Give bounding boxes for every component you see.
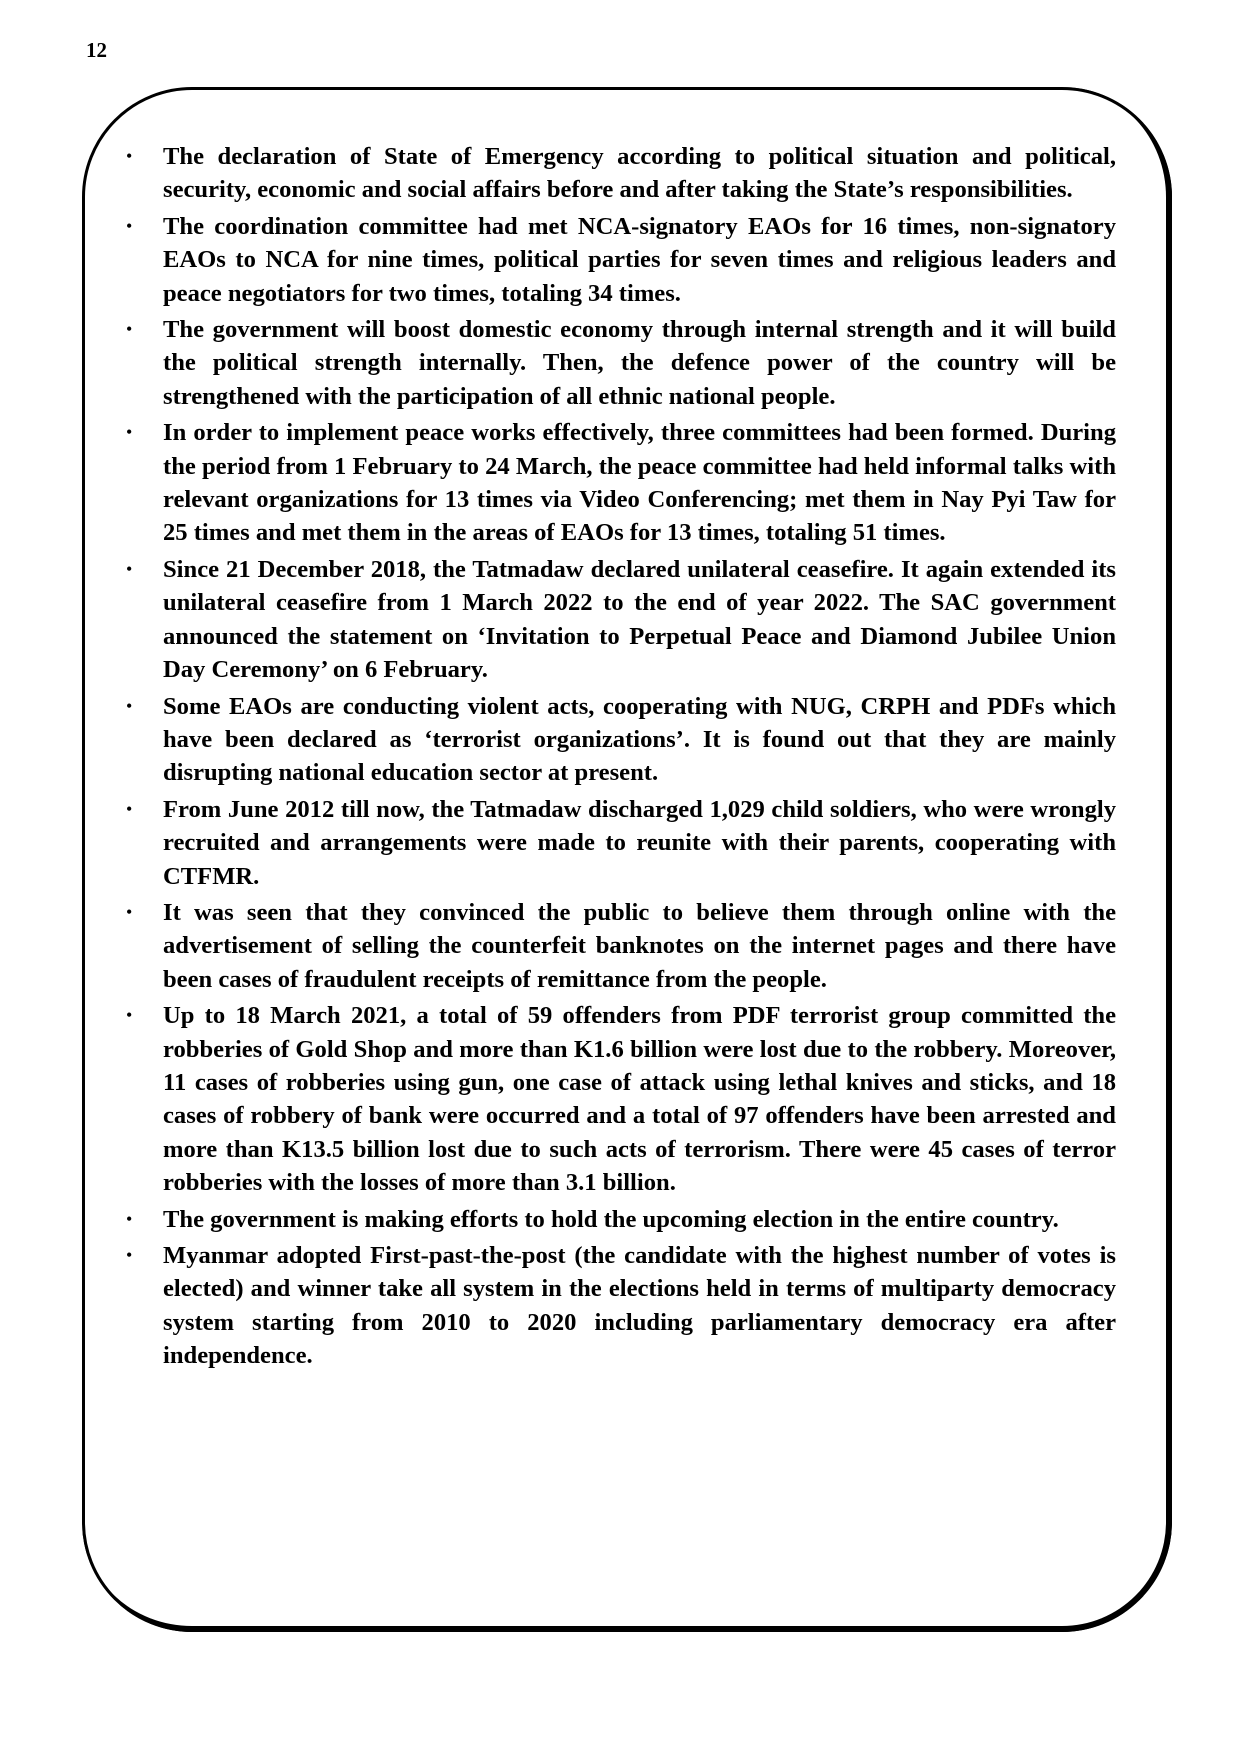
bullet-icon: •	[126, 695, 133, 716]
bullet-item	[120, 210, 1116, 310]
bullet-item	[120, 999, 1116, 1199]
bullet-text: The government will boost domestic economy through internal strength and it will build the political strength internally. Then, the defence power of the country will be strengthened with the participation of all ethnic national people.	[163, 316, 1116, 410]
bullet-text: It was seen that they convinced the public to believe them through online with the advertisement of selling the counterfeit banknotes on the internet pages and there have been cases of fraudulent receipts of remittance from the people.	[163, 898, 1116, 993]
bullet-icon: •	[126, 146, 133, 166]
bullet-icon: •	[126, 798, 133, 819]
bullet-item	[120, 553, 1116, 687]
bullet-text: From June 2012 till now, the Tatmadaw discharged 1,029 child soldiers, who were wrongly recruited and arrangements were made to reunite with their parents, cooperating with CTFMR.	[163, 795, 1116, 890]
bullet-item	[120, 896, 1116, 996]
bullet-icon: •	[126, 1245, 133, 1265]
bullet-list	[120, 140, 1116, 1376]
bullet-text: The government is making efforts to hold the upcoming election in the entire country.	[163, 1205, 1059, 1233]
bullet-item	[120, 140, 1116, 207]
bullet-item	[120, 690, 1116, 790]
bullet-icon: •	[126, 422, 133, 443]
bullet-icon: •	[126, 319, 133, 340]
bullet-item	[120, 1239, 1116, 1373]
bullet-icon: •	[126, 901, 133, 922]
bullet-item	[120, 416, 1116, 550]
bullet-text: Up to 18 March 2021, a total of 59 offenders from PDF terrorist group committed the robberies of Gold Shop and more than K1.6 billion were lost due to the robbery. Moreover, 11 cases of robberies using gun, one case of attack using lethal knives and sticks, and 18 cases of robbery of bank were occurred and a total of 97 offenders have been arrested and more than K13.5 billion lost due to such acts of terrorism. There were 45 cases of terror robberies with the losses of more than 3.1 billion.	[163, 1002, 1116, 1197]
bullet-text: Since 21 December 2018, the Tatmadaw declared unilateral ceasefire. It again extended its unilateral ceasefire from 1 March 2022 to the end of year 2022. The SAC government announced the statement on ‘Invitation to Perpetual Peace and Diamond Jubilee Union Day Ceremony’ on 6 February.	[163, 555, 1116, 684]
bullet-icon: •	[126, 215, 133, 236]
bullet-text: In order to implement peace works effectively, three committees had been formed. During the period from 1 February to 24 March, the peace committee had held informal talks with relevant organizations for 13 times via Video Conferencing; met them in Nay Pyi Taw for 25 times and met them in the areas of EAOs for 13 times, totaling 51 times.	[163, 419, 1116, 547]
bullet-item	[120, 1203, 1116, 1236]
bullet-text: Myanmar adopted First-past-the-post (the candidate with the highest number of votes is elected) and winner take all system in the elections held in terms of multiparty democracy system starting from 2010 to 2020 including parliamentary democracy era after independence.	[163, 1242, 1116, 1370]
bullet-icon: •	[126, 1005, 133, 1026]
bullet-item	[120, 793, 1116, 893]
bullet-item	[120, 313, 1116, 413]
bullet-text: Some EAOs are conducting violent acts, cooperating with NUG, CRPH and PDFs which have been declared as ‘terrorist organizations’. It is found out that they are mainly disrupting national education sector at present.	[163, 692, 1116, 787]
page-number: 12	[86, 38, 107, 62]
bullet-text: The coordination committee had met NCA-signatory EAOs for 16 times, non-signatory EAOs to NCA for nine times, political parties for seven times and religious leaders and peace negotiators for two times, totaling 34 times.	[163, 212, 1116, 307]
bullet-text: The declaration of State of Emergency according to political situation and political, security, economic and social affairs before and after taking the State’s responsibilities.	[163, 143, 1116, 204]
bullet-icon: •	[126, 1208, 133, 1229]
bullet-icon: •	[126, 558, 133, 579]
